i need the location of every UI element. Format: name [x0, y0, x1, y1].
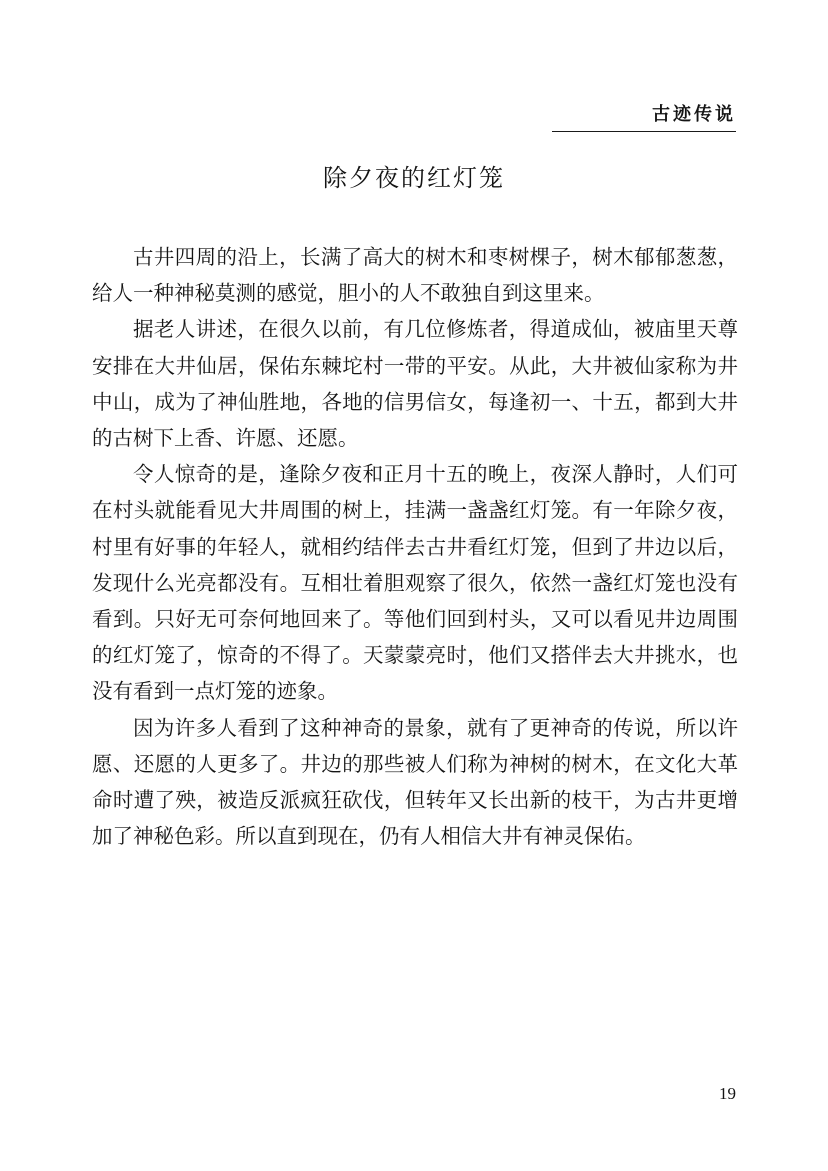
paragraph: 因为许多人看到了这种神奇的景象，就有了更神奇的传说，所以许愿、还愿的人更多了。井边的那些被人们称为神树的树木，在文化大革命时遭了殃，被造反派疯狂砍伐，但转年又长出新的枝干，为古井更增加了神秘色彩。所以直到现在，仍有人相信大井有神灵保佑。 [92, 715, 738, 849]
paragraph: 古井四周的沿上，长满了高大的树木和枣树棵子，树木郁郁葱葱，给人一种神秘莫测的感觉，胆小的人不敢独自到这里来。 [92, 245, 738, 306]
paragraph: 据老人讲述，在很久以前，有几位修炼者，得道成仙，被庙里天尊安排在大井仙居，保佑东棘坨村一带的平安。从此，大井被仙家称为井中山，成为了神仙胜地，各地的信男信女，每逢初一、十五，都到大井的古树下上香、许愿、还愿。 [92, 317, 738, 451]
page-number: 19 [719, 1084, 736, 1103]
article-body [92, 239, 738, 854]
article-title: 除夕夜的红灯笼 [323, 164, 505, 192]
paragraph: 令人惊奇的是，逢除夕夜和正月十五的晚上，夜深人静时，人们可在村头就能看见大井周围的树上，挂满一盏盏红灯笼。有一年除夕夜，村里有好事的年轻人，就相约结伴去古井看红灯笼，但到了井边以后，发现什么光亮都没有。互相壮着胆观察了很久，依然一盏红灯笼也没有看到。只好无可奈何地回来了。等他们回到村头，又可以看见井边周围的红灯笼了，惊奇的不得了。天蒙蒙亮时，他们又搭伴去大井挑水，也没有看到一点灯笼的迹象。 [92, 462, 738, 704]
running-header-section-title: 古迹传说 [552, 100, 736, 132]
